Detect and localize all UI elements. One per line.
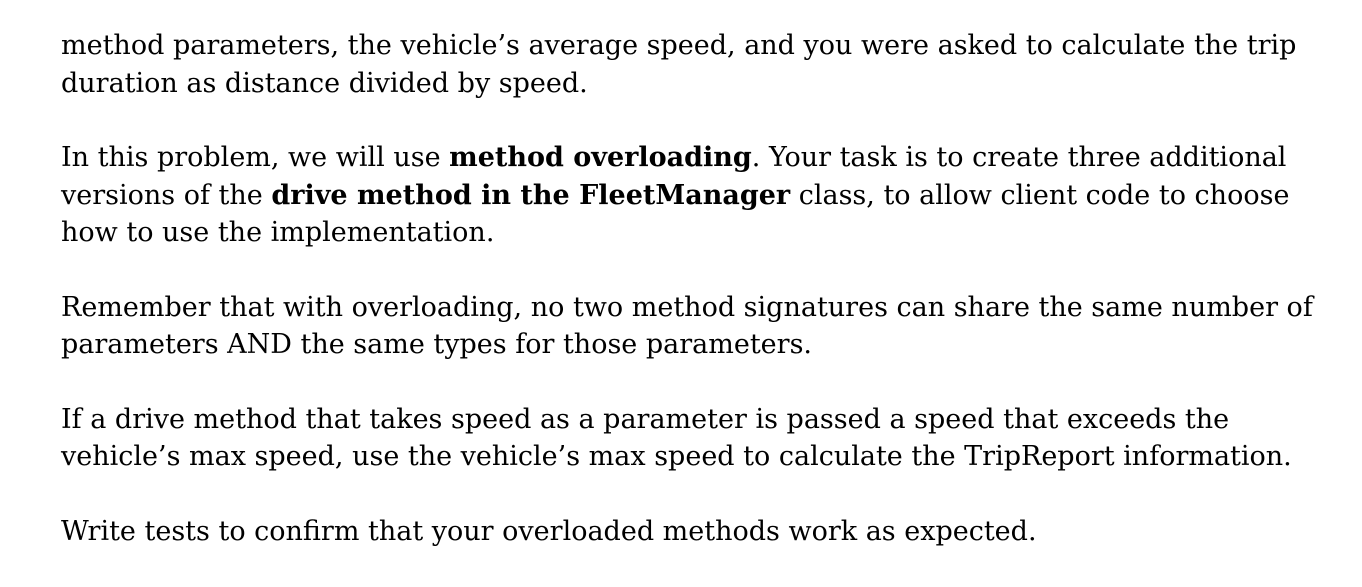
text-run: method parameters, the vehicle’s average speed, and you were asked to calculate the trip (61, 30, 1297, 61)
paragraph-max-speed-rule (61, 401, 1351, 476)
text-run: vehicle’s max speed, use the vehicle’s max speed to calculate the TripReport information. (61, 441, 1292, 472)
text-run: parameters AND the same types for those parameters. (61, 329, 813, 360)
paragraph-write-tests (61, 513, 1351, 551)
text-line (61, 513, 1351, 551)
text-run: class, to allow client code to choose (790, 179, 1290, 211)
paragraph-overloading-rule (61, 289, 1351, 364)
text-line (61, 401, 1351, 439)
paragraph-task-description (61, 139, 1351, 252)
text-run: In this problem, we will use (61, 142, 450, 173)
text-line (61, 139, 1351, 177)
text-run: versions of the (61, 179, 272, 211)
text-run: how to use the implementation. (61, 217, 495, 248)
bold-term-method-overloading: method overloading (449, 142, 752, 173)
text-line (61, 177, 1351, 215)
text-line (61, 27, 1351, 65)
text-line (61, 326, 1351, 364)
text-run: If a drive method that takes speed as a parameter is passed a speed that exceeds the (61, 403, 1230, 435)
text-line (61, 214, 1351, 252)
text-run: duration as distance divided by speed. (61, 67, 588, 99)
text-line (61, 289, 1351, 327)
text-line (61, 438, 1351, 476)
paragraph-previous-context (61, 27, 1351, 102)
bold-term-drive-method: drive method in the FleetManager (271, 179, 791, 211)
text-line (61, 65, 1351, 103)
document-body (61, 27, 1351, 587)
text-run: . Your task is to create three additional (751, 142, 1287, 173)
text-run: Write tests to confirm that your overloaded methods work as expected. (61, 515, 1037, 547)
text-run: Remember that with overloading, no two method signatures can share the same number of (61, 291, 1313, 323)
